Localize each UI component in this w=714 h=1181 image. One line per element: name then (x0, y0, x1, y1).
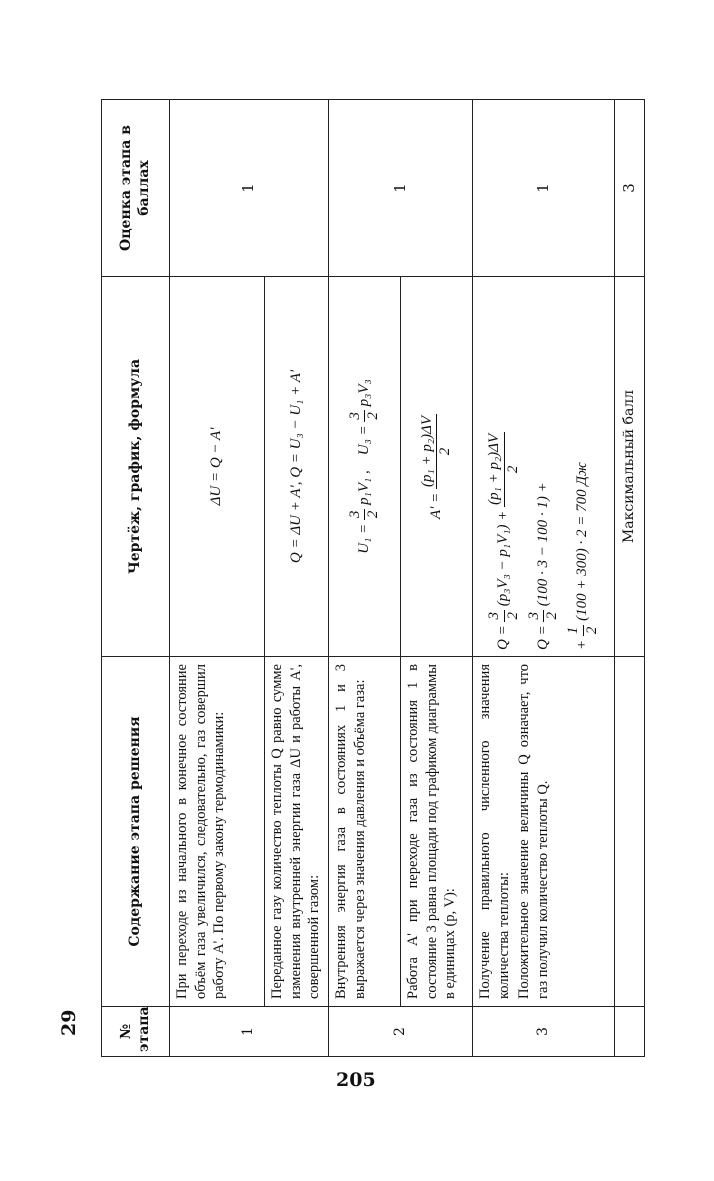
table-row (329, 100, 401, 1057)
stage-score: 1 (329, 100, 473, 277)
table-row (170, 100, 265, 1057)
stage-number: 3 (473, 1007, 615, 1057)
stage-1-formula-a: ΔU = Q − A' (170, 277, 265, 657)
stage-number: 2 (329, 1007, 473, 1057)
max-score-row (615, 100, 645, 1057)
stage-number: 1 (170, 1007, 329, 1057)
problem-number: 29 (58, 1009, 80, 1036)
stage-2-text-b: Работа A' при переходе газа из состояния 1 в состояние 3 равна площади под графиком диаграммы в единицах (p, V): (401, 657, 473, 1007)
stage-3-text: Получение правильного численного значения количества теплоты: Положительное значение величины Q означает, что газ получил количество теплоты Q. (473, 657, 615, 1007)
table-row (473, 100, 615, 1057)
stage-2-formula-a: U₁ = 3 2 p₁V₁ , U₃ = 3 2 p₃V₃ (329, 277, 401, 657)
header-score: Оценка этапа в баллах (102, 100, 170, 277)
header-formula: Чертёж, график, формула (102, 277, 170, 657)
stage-2-formula-b: A' = (p₁ + p₂)ΔV 2 (401, 277, 473, 657)
stage-1-formula-b: Q = ΔU + A', Q = U₃ − U₁ + A' (265, 277, 329, 657)
stage-score: 1 (170, 100, 329, 277)
stage-1-text-a: При переходе из начального в конечное состояние объём газа увеличился, следовательно, газ совершил работу A'. По первому закону термодинамики: (170, 657, 265, 1007)
fraction: 3 2 (346, 412, 381, 420)
formula-line: Q = 3 2 (p₃V₃ − p₁V₁) + (p₁ + p₂)ΔV 2 (486, 433, 521, 650)
stage-2-text-a: Внутренняя энергия газа в состояниях 1 и 3 выражается через значения давления и объёма газа: (329, 657, 401, 1007)
stage-score: 1 (473, 100, 615, 277)
stage-1-text-b: Переданное газу количество теплоты Q равно сумме изменения внутренней энергии газа ΔU и работы A', совершенной газом: (265, 657, 329, 1007)
stage-3-formula (473, 277, 615, 657)
fraction: (p₁ + p₂)ΔV 2 (418, 416, 453, 488)
header-row (102, 100, 170, 1057)
formula-line: + 1 2 (100 + 300) · 2 = 700 Дж (565, 462, 600, 650)
fraction: 3 2 (346, 510, 381, 519)
solution-table (101, 99, 645, 1057)
header-stage-no: № этапа (102, 1007, 170, 1057)
formula-line: Q = 3 2 (100 · 3 − 100 · 1) + (525, 482, 560, 650)
header-content: Содержание этапа решения (102, 657, 170, 1007)
page-number: 205 (336, 1069, 376, 1091)
max-score-label: Максимальный балл (615, 277, 645, 657)
max-score-value: 3 (615, 100, 645, 277)
solution-table-rotated (101, 100, 644, 1057)
